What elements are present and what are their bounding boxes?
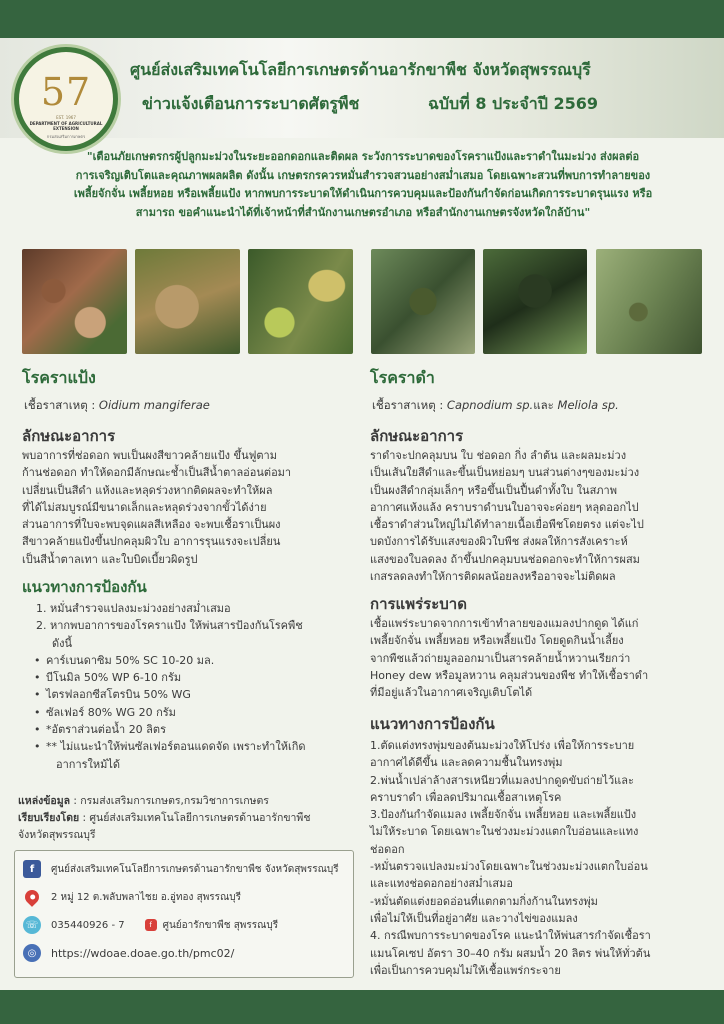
text-line: เปลี่ยนเป็นสีดำ แห้งและหลุดร่วงหากติดผลจะทำให้ผล [22, 483, 273, 497]
address-row [23, 887, 241, 907]
powdery-mildew-prevention-heading: แนวทางการป้องกัน [22, 578, 147, 596]
contact-box [14, 850, 354, 978]
page-title: ศูนย์ส่งเสริมเทคโนโลยีการเกษตรด้านอารักขาพืช จังหวัดสุพรรณบุรี [130, 60, 591, 79]
issue-number: ฉบับที่ 8 ประจำปี 2569 [428, 94, 598, 113]
text-line: Honey dew หรือมูลหวาน คลุมส่วนของพืช ทำให้เชื้อราดำ [370, 668, 649, 682]
bottom-bar [0, 990, 724, 1024]
text-line: บดบังการได้รับแสงของผิวใบพืช ส่งผลให้การสังเคราะห์ [370, 535, 628, 549]
text-line: เป็นสีน้ำตาลเทา และใบบิดเบี้ยวผิดรูป [22, 552, 198, 566]
text-line: ช่อดอก [370, 842, 405, 856]
phone-row [23, 915, 278, 935]
chemical-list [22, 652, 367, 773]
powdery-mildew-symptoms-heading: ลักษณะอาการ [22, 427, 116, 445]
text-line: 3.ป้องกันกำจัดแมลง เพลี้ยจักจั่น เพลี้ยหอย และเพลี้ยแป้ง [370, 808, 637, 822]
text-line: พบอาการที่ช่อดอก พบเป็นผงสีขาวคล้ายแป้ง ขึ้นฟูตาม [22, 449, 277, 462]
powdery-mildew-pathogen [24, 397, 210, 415]
source-info [18, 793, 363, 844]
text-line: อากาศแห้งแล้ง คราบราดำบนใบอาจจะค่อยๆ หลุดออกไป [370, 500, 639, 514]
powdery-mildew-symptoms [22, 447, 367, 568]
powdery-mildew-photo-3 [248, 249, 353, 354]
list-item: ดังนี้ [52, 636, 73, 650]
quote-line: เพลี้ยจักจั่น เพลี้ยหอย หรือเพลี้ยแป้ง หากพบการระบาดให้ดำเนินการควบคุมและป้องกันกำจัดก่อนเกิดการระบาดรุนแรง หรือ [73, 187, 653, 200]
facebook-icon: f [23, 860, 41, 878]
text-line: ไม่ให้ระบาด โดยเฉพาะในช่วงมะม่วงแตกใบอ่อนและแทง [370, 825, 639, 839]
chemical-item: • *อัตราส่วนต่อน้ำ 20 ลิตร [46, 721, 367, 738]
facebook-page-icon: f [145, 919, 157, 931]
website-row[interactable] [23, 943, 234, 963]
logo-org: DEPARTMENT OF AGRICULTURAL EXTENSION [29, 121, 103, 131]
facebook-name[interactable]: ศูนย์ส่งเสริมเทคโนโลยีการเกษตรด้านอารักขาพืช จังหวัดสุพรรณบุรี [51, 863, 339, 875]
text-line: -หมั่นตรวจแปลงมะม่วงโดยเฉพาะในช่วงมะม่วงแตกใบอ่อน [370, 860, 648, 874]
powdery-mildew-photo-2 [135, 249, 240, 354]
facebook-page-name[interactable]: ศูนย์อารักขาพืช สุพรรณบุรี [162, 919, 279, 931]
text-line: เป็นเส้นใยสีดำและขึ้นเป็นหย่อมๆ บนส่วนต่างๆของมะม่วง [370, 466, 640, 480]
quote-line: สามารถ ขอคำแนะนำได้ที่เจ้าหน้าที่สำนักงานเกษตรอำเภอ หรือสำนักงานเกษตรจังหวัดใกล้บ้าน" [135, 205, 591, 219]
text-line: เพื่อเป็นการควบคุมไม่ให้เชื้อแพร่กระจาย [370, 963, 561, 977]
text-line: เชื้อแพร่ระบาดจากการเข้าทำลายของแมลงปากดูด ได้แก่ [370, 617, 639, 630]
phone-icon: ☏ [23, 916, 41, 934]
chemical-item: • ไตรฟลอกซีสโตรบิน 50% WG [46, 686, 367, 703]
sooty-mold-heading: โรคราดำ [370, 368, 435, 387]
text-line: อากาศได้ดีขึ้น และลดความชื้นในทรงพุ่ม [370, 756, 563, 770]
chemical-item-cont: อาการใหม้ได้ [56, 757, 121, 771]
text-line: เป็นผงสีดำกลุ่มเล็กๆ หรือขึ้นเป็นปื้นดำทั้งใบ ในสภาพ [370, 483, 617, 497]
text-line: ก้านช่อดอก ทำให้ดอกมีลักษณะช้ำเป็นสีน้ำตาลอ่อนต่อมา [22, 466, 292, 480]
pathogen-name: Oidium mangiferae [98, 398, 210, 412]
sooty-mold-prevention-heading: แนวทางการป้องกัน [370, 715, 495, 733]
phone-number[interactable]: 035440926 - 7 [51, 919, 125, 931]
writer-line-2: จังหวัดสุพรรณบุรี [18, 829, 96, 841]
sooty-mold-symptoms [370, 447, 715, 585]
list-item: 1. หมั่นสำรวจแปลงมะม่วงอย่างสม่ำเสมอ [36, 602, 231, 615]
text-line: 2.พ่นน้ำเปล่าล้างสารเหนียวที่แมลงปากดูดขับถ่ายไว้และ [370, 773, 634, 787]
powdery-mildew-heading: โรคราแป้ง [22, 368, 96, 387]
chemical-item: • ** ไม่แนะนำให้พ่นซัลเฟอร์ตอนแดดจัด เพราะทำให้เกิด [46, 738, 367, 755]
writer-line: เรียบเรียงโดย : ศูนย์ส่งเสริมเทคโนโลยีการเกษตรด้านอารักขาพืช [18, 812, 311, 824]
text-line: ที่ได้ไม่สมบูรณ์มีขนาดเล็กและหลุดร่วงจากขั้วได้ง่าย [22, 500, 267, 514]
source-line: แหล่งข้อมูล : กรมส่งเสริมการเกษตร,กรมวิชาการเกษตร [18, 795, 269, 807]
warning-quote [28, 148, 698, 222]
powdery-mildew-photo-1 [22, 249, 127, 354]
location-pin-icon [22, 887, 42, 907]
text-line: เกสรลดลงทำให้การติดผลน้อยลงหรืออาจจะไม่ติดผล [370, 570, 616, 584]
sooty-mold-spread-heading: การแพร่ระบาด [370, 595, 467, 613]
text-line: เพื่อไม่ให้เป็นที่อยู่อาศัย และวางไข่ของแมลง [370, 911, 578, 925]
pathogen-label: เชื้อราสาเหตุ : [24, 398, 99, 412]
facebook-row[interactable] [23, 859, 339, 879]
list-item: 2. หากพบอาการของโรคราแป้ง ให้พ่นสารป้องกันโรคพืช [36, 619, 303, 633]
quote-line: "เตือนภัยเกษตรกรผู้ปลูกมะม่วงในระยะออกดอกและติดผล ระวังการระบาดของโรคราแป้งและราดำในมะม่วง ส่งผลต่อ [86, 150, 640, 163]
text-line: แสงของใบลดลง ถ้าขึ้นปกคลุมบนช่อดอกจะทำให้การผสม [370, 552, 640, 566]
text-line: ราดำจะปกคลุมบน ใบ ช่อดอก กิ่ง ลำต้น และผลมะม่วง [370, 449, 627, 462]
pathogen-label: เชื้อราสาเหตุ : [372, 398, 447, 412]
text-line: 4. กรณีพบการระบาดของโรค แนะนำให้พ่นสารกำจัดเชื้อรา [370, 929, 651, 943]
text-line: และแทงช่อดอกอย่างสม่ำเสมอ [370, 877, 514, 891]
text-line: เพลี้ยจักจั่น เพลี้ยหอย หรือเพลี้ยแป้ง โดยดูดกินน้ำเลี้ยง [370, 634, 624, 648]
sooty-mold-spread [370, 615, 715, 701]
sooty-mold-photo-1 [371, 249, 475, 354]
text-line: -หมั่นตัดแต่งยอดอ่อนที่แตกตามกิ่งก้านในทรงพุ่ม [370, 894, 598, 908]
pathogen-and: และ [533, 398, 558, 412]
sooty-mold-pathogen [372, 397, 619, 415]
sooty-mold-symptoms-heading: ลักษณะอาการ [370, 427, 464, 445]
sooty-mold-prevention [370, 737, 715, 979]
top-bar [0, 0, 724, 38]
chemical-item: • คาร์เบนดาซิม 50% SC 10-20 มล. [46, 652, 367, 669]
logo-org-thai: กรมส่งเสริมการเกษตร [46, 134, 86, 139]
address-text: 2 หมู่ 12 ต.พลับพลาไชย อ.อู่ทอง สุพรรณบุรี [51, 891, 242, 903]
text-line: สีขาวคล้ายแป้งขึ้นปกคลุมผิวใบ อาการรุนแรงจะเปลี่ยน [22, 535, 281, 549]
pathogen-name-a: Capnodium sp. [446, 398, 534, 412]
globe-icon: ◎ [23, 944, 41, 962]
text-line: 1.ตัดแต่งทรงพุ่มของต้นมะม่วงให้โปร่ง เพื่อให้การระบาย [370, 739, 635, 752]
sooty-mold-photo-3 [596, 249, 702, 354]
website-link[interactable]: https://wdoae.doae.go.th/pmc02/ [51, 946, 235, 960]
chemical-item: • บีโนมิล 50% WP 6-10 กรัม [46, 669, 367, 686]
department-logo [14, 47, 118, 151]
text-line: คราบราดำ เพื่อลดปริมาณเชื้อสาเหตุโรค [370, 790, 562, 804]
text-line: แมนโคเซป อัตรา 30–40 กรัม ผสมน้ำ 20 ลิตร พ่นให้ทั่วต้น [370, 946, 651, 960]
text-line: ที่มีอยู่แล้วในอากาศเจริญเติบโตได้ [370, 686, 533, 700]
text-line: จากพืชแล้วถ่ายมูลออกมาเป็นสารคล้ายน้ำหวานเรียกว่า [370, 651, 631, 665]
quote-line: การเจริญเติบโตและคุณภาพผลผลิต ดังนั้น เกษตรกรควรหมั่นสำรวจสวนอย่างสม่ำเสมอ โดยเฉพาะสวนที่พบการทำลายของ [75, 168, 651, 182]
page-subtitle: ข่าวแจ้งเตือนการระบาดศัตรูพืช [142, 94, 360, 113]
logo-est: EST. 1967 [56, 115, 76, 120]
sooty-mold-photo-2 [483, 249, 587, 354]
text-line: ส่วนอาการที่ใบจะพบจุดแผลสีเหลือง จะพบเชื้อราเป็นผง [22, 518, 281, 532]
powdery-mildew-prevention [22, 600, 367, 773]
text-line: เชื้อราดำส่วนใหญ่ไม่ได้ทำลายเนื้อเยื่อพืชโดยตรง แต่จะไป [370, 518, 644, 532]
chemical-item: • ซัลเฟอร์ 80% WG 20 กรัม [46, 704, 367, 721]
pathogen-name-b: Meliola sp. [557, 398, 619, 412]
logo-number: 57 [40, 70, 92, 114]
